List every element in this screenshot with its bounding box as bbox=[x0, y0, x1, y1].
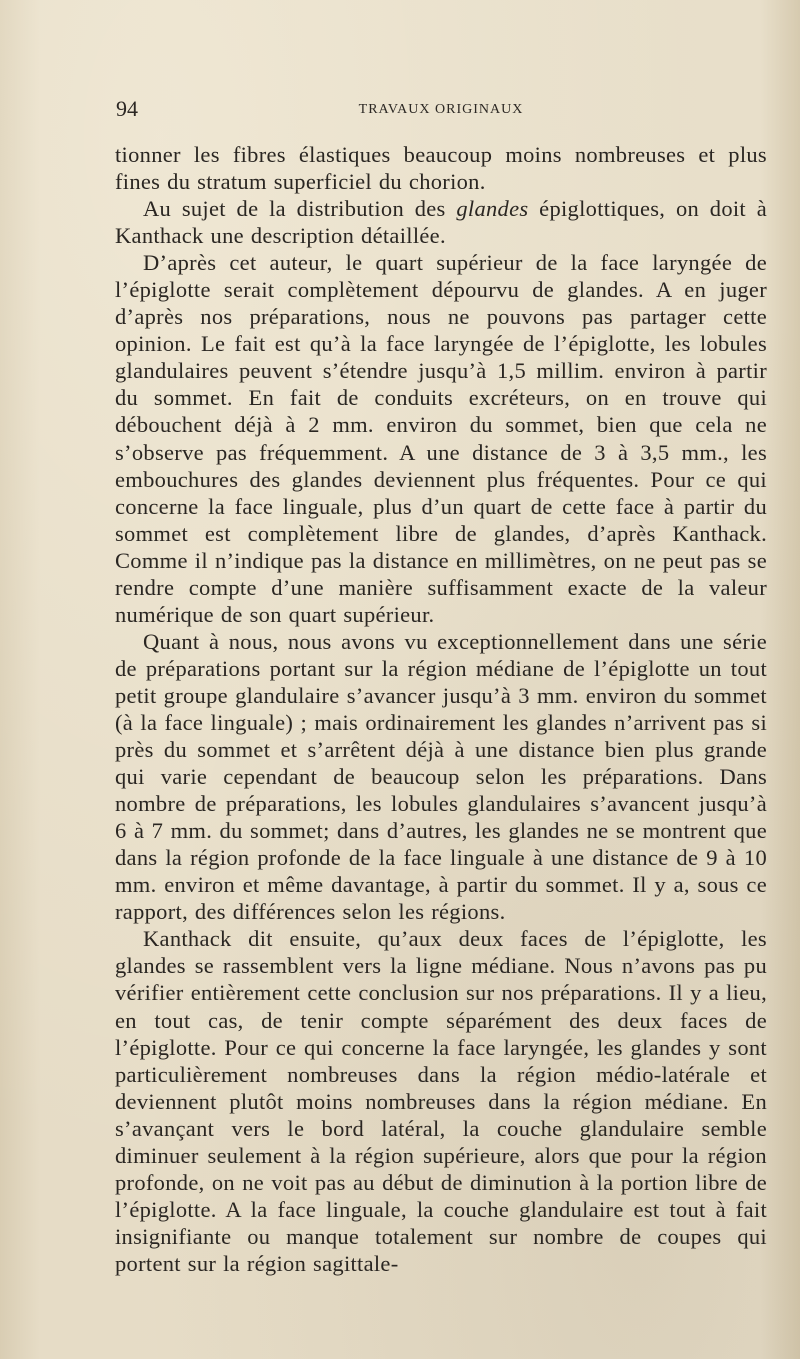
text-run: Quant à nous, nous avons vu exceptionnellement dans une série de préparations portant sur la région médiane de l’épiglotte un tout petit groupe glandulaire s’avancer jusqu’à 3 mm. environ du sommet (à la face linguale) ; mais ordinairement les glandes n’arrivent pas si près du sommet et s’arrêtent déjà à une distance bien plus grande qui varie cependant de beaucoup selon les préparations. Dans nombre de préparations, les lobules glandulaires s’avancent jusqu’à 6 à 7 mm. du sommet; dans d’autres, les glandes ne se montrent que dans la région profonde de la face linguale à une distance de 9 à 10 mm. environ et même davantage, à partir du sommet. Il y a, sous ce rapport, des différences selon les régions. bbox=[115, 628, 767, 925]
text-run: D’après cet auteur, le quart supérieur de la face laryngée de l’épiglotte serait complètement dépourvu de glandes. A en juger d’après nos préparations, nous ne pouvons pas partager cette opinion. Le fait est qu’à la face laryngée de l’épiglotte, les lobules glandulaires peuvent s’étendre jusqu’à 1,5 millim. environ à partir du sommet. En fait de conduits excréteurs, on en trouve qui débouchent déjà à 2 mm. environ du sommet, bien que cela ne s’observe pas fréquemment. A une distance de 3 à 3,5 mm., les embouchures des glandes deviennent plus fréquentes. Pour ce qui concerne la face linguale, plus d’un quart de cette face à partir du sommet est complètement libre de glandes, d’après Kanthack. Comme il n’indique pas la distance en millimètres, on ne peut pas se rendre compte d’une manière suffisamment exacte de la valeur numérique de son quart supérieur. bbox=[115, 250, 767, 627]
running-head: TRAVAUX ORIGINAUX bbox=[358, 102, 524, 117]
text-run: épiglottiques, on doit à Kanthack une description détaillée. bbox=[115, 196, 767, 249]
body-text bbox=[115, 141, 767, 1277]
text-run: Kanthack dit ensuite, qu’aux deux faces de l’épiglotte, les glandes se rassemblent vers la ligne médiane. Nous n’avons pas pu vérifier entièrement cette conclusion sur nos préparations. Il y a lieu, en tout cas, de tenir compte séparément des deux faces de l’épiglotte. Pour ce qui concerne la face laryngée, les glandes y sont particulièrement nombreuses dans la région médio-latérale et deviennent plutôt moins nombreuses dans la région médiane. En s’avançant vers le bord latéral, la couche glandulaire semble diminuer seulement à la région supérieure, alors que pour la région profonde, on ne voit pas au début de diminution à la portion libre de l’épiglotte. A la face linguale, la couche glandulaire est tout à fait insignifiante ou manque totalement sur nombre de coupes qui portent sur la région sagittale- bbox=[115, 926, 767, 1276]
emphasis-glandes: glandes bbox=[456, 196, 529, 222]
paragraph bbox=[115, 925, 767, 1277]
paragraph bbox=[115, 195, 767, 249]
paragraph bbox=[115, 628, 767, 926]
paragraph bbox=[115, 141, 767, 195]
page-header bbox=[116, 96, 766, 124]
paragraph bbox=[115, 249, 767, 628]
text-run: Au sujet de la distribution des bbox=[143, 196, 457, 222]
text-run: tionner les fibres élastiques beaucoup moins nombreuses et plus fines du stratum superficiel du chorion. bbox=[115, 142, 767, 195]
page-number: 94 bbox=[116, 96, 138, 121]
